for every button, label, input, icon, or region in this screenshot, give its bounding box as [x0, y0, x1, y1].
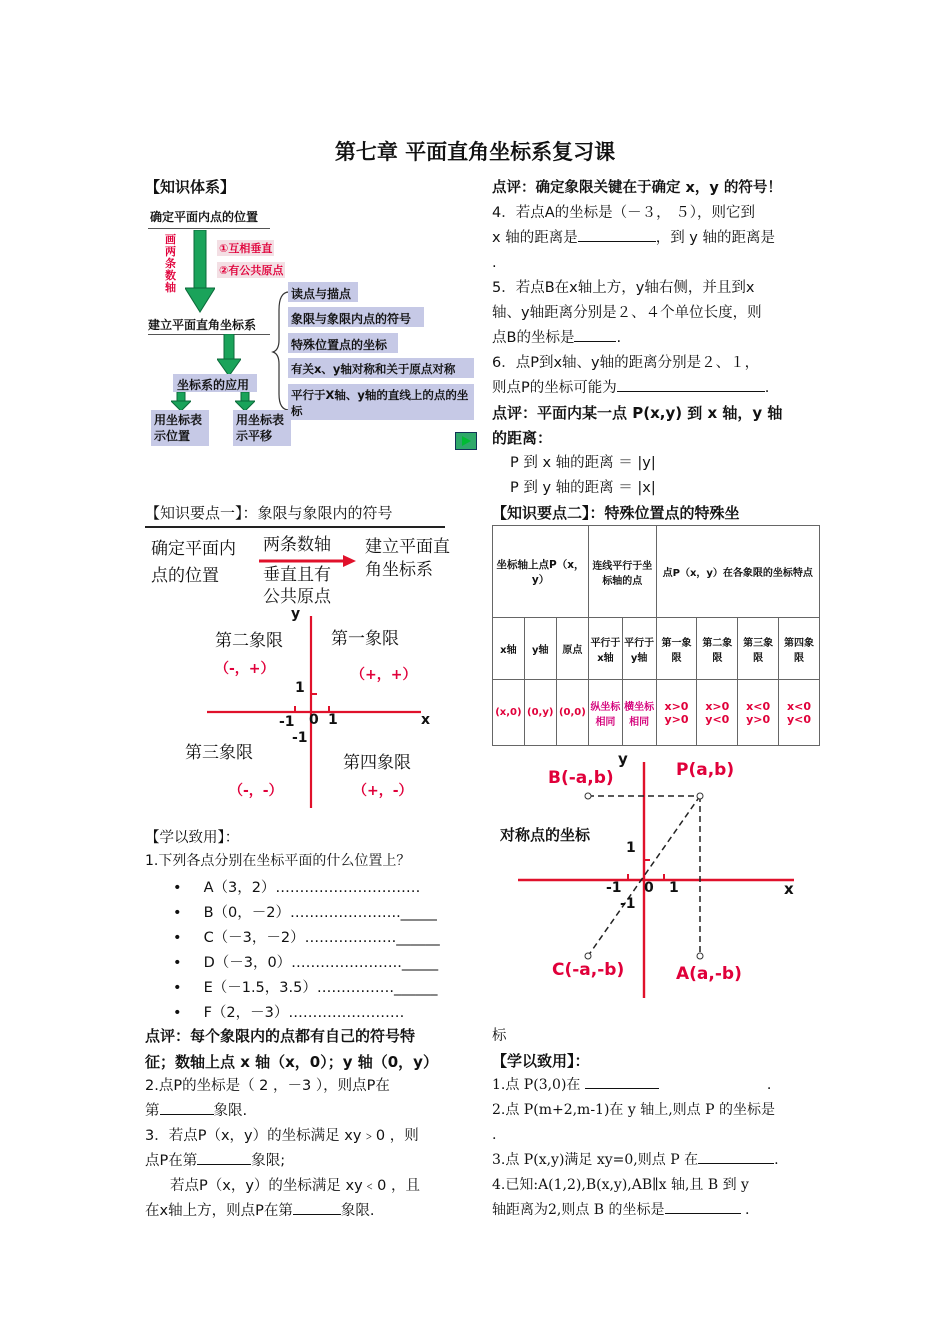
question-4a: 4．若点A的坐标是（－３， ５），则它到 [492, 205, 756, 221]
flow-item-3: 特殊位置点的坐标 [291, 338, 388, 352]
right-q4a: 4.已知:A(1,2),B(x,y),AB∥x 轴,且 B 到 y [492, 1177, 749, 1193]
answer-blank[interactable] [574, 326, 616, 342]
flow-item-1: 读点与描点 [291, 287, 352, 301]
table-sub-cell: 第一象限 [656, 618, 697, 680]
table-sub-cell: 平行于y轴 [622, 618, 656, 680]
section-apply-right: 【学以致用】： [492, 1052, 590, 1070]
question-3d: 在x轴上方，则点P在第 象限. [145, 1199, 374, 1223]
distance-y: P 到 y 轴的距离 ＝ |x| [510, 480, 656, 496]
symmetry-diagram [492, 748, 822, 1006]
table-val-cell: x>0 y>0 [656, 680, 697, 746]
table-val-cell: (0,0) [556, 680, 588, 746]
question-2a: 2.点P的坐标是（ 2 ，－3 ），则点P在 [145, 1078, 390, 1094]
quad-tick-neg1-y: -1 [292, 730, 308, 746]
flow-item-2: 象限与象限内点的符号 [291, 312, 412, 326]
sym-point-C: C(-a,-b) [552, 960, 625, 980]
answer-blank[interactable] [160, 1099, 214, 1115]
flow-mid-underline [148, 334, 270, 335]
table-header-axis: 坐标轴上点P（x，y） [493, 526, 589, 618]
flow-down-arrow-mid [217, 334, 241, 378]
sym-origin: 0 [644, 880, 654, 896]
table-sub-cell: x轴 [493, 618, 525, 680]
section-tail: 标 [492, 1028, 507, 1044]
flow-mid: 建立平面直角坐标系 [148, 318, 257, 332]
bullet-item: • B（0，－2）………………….._____ [173, 905, 437, 921]
table-val-cell: (0,y) [524, 680, 556, 746]
question-5b: 轴、y轴距离分别是２、４个单位长度，则 [492, 305, 762, 321]
sym-tick-neg1: -1 [606, 880, 622, 896]
quad-sign-2: （-，+） [215, 661, 275, 677]
question-1: 1.下列各点分别在坐标平面的什么位置上？ [145, 853, 411, 869]
sym-x-label: x [784, 880, 794, 898]
table-sub-cell: 第四象限 [779, 618, 820, 680]
flow-app2: 用坐标表示平移 [236, 413, 285, 443]
right-q2b: . [492, 1127, 497, 1143]
table-sub-cell: 原点 [556, 618, 588, 680]
section-apply-left: 【学以致用】： [145, 830, 240, 846]
special-coords-table [492, 525, 820, 746]
bullet-item: • F（2，－3）…………………… [173, 1005, 405, 1021]
table-val-cell: 纵坐标相同 [589, 680, 623, 746]
bullet-item: • E（－1.5，3.5）…………….______ [173, 980, 438, 996]
sym-label: 对称点的坐标 [500, 826, 591, 844]
quad-tick-neg1: -1 [279, 714, 295, 730]
sym-tick-x1: 1 [669, 880, 679, 896]
play-icon [456, 433, 476, 449]
answer-blank[interactable] [197, 1149, 251, 1165]
flow-top: 确定平面内点的位置 [150, 210, 259, 224]
quad-h3: 垂直且有公共原点 [263, 565, 331, 607]
right-q2: 2.点 P(m+2,m-1)在 y 轴上,则点 P 的坐标是 [492, 1102, 776, 1118]
quad-sign-3: （-，-） [229, 783, 283, 799]
question-3b: 点P在第 象限; [145, 1149, 285, 1173]
flow-item-5: 平行于X轴、y轴的直线上的点的坐标 [291, 388, 469, 418]
comment-1b: 征；数轴上点 x 轴（x，0）；y 轴（0，y） [145, 1053, 438, 1071]
quad-h1: 确定平面内点的位置 [151, 539, 236, 586]
table-val-cell: 横坐标相同 [622, 680, 656, 746]
bullet-item: • D（－3，0）………………….._____ [173, 955, 439, 971]
quad-label-2: 第二象限 [215, 631, 283, 651]
flow-top-underline [148, 228, 270, 229]
quad-y-label: y [291, 606, 301, 622]
table-header-quadrant: 点P（x，y）在各象限的坐标特点 [656, 526, 819, 618]
flow-down-arrow-left [171, 392, 191, 412]
table-val-cell: x>0 y<0 [697, 680, 738, 746]
knowledge-flow-diagram [145, 202, 477, 452]
quad-sign-4: （+，-） [353, 783, 413, 799]
question-5c: 点B的坐标是 . [492, 326, 621, 350]
quadrant-top-border [145, 526, 445, 528]
page-title: 第七章 平面直角坐标系复习课 [334, 140, 616, 164]
question-3c: 若点P（x，y）的坐标满足 xy﹤0 ，且 [170, 1178, 421, 1194]
quad-label-4: 第四象限 [343, 753, 411, 773]
flow-down-arrow-big [185, 230, 215, 314]
sym-point-B: B(-a,b) [548, 768, 614, 788]
answer-blank[interactable] [698, 1148, 774, 1164]
flow-down-arrow-right [235, 392, 255, 412]
quad-sign-1: （+，+） [351, 667, 417, 683]
quadrant-diagram [145, 526, 450, 808]
table-sub-cell: 第二象限 [697, 618, 738, 680]
flow-cond-1: ①互相垂直 [219, 242, 273, 255]
comment-2a: 点评：平面内某一点 P(x,y) 到 x 轴，y 轴 [492, 404, 783, 422]
section-point-one: 【知识要点一】：象限与象限内的符号 [145, 504, 393, 522]
table-val-cell: x<0 y>0 [738, 680, 779, 746]
quad-tick-1: 1 [295, 680, 305, 696]
quad-tick-x1: 1 [328, 712, 338, 728]
section-point-two: 【知识要点二】：特殊位置点的特殊坐 [492, 504, 740, 522]
question-2b: 第 象限. [145, 1099, 247, 1123]
answer-blank[interactable] [293, 1199, 341, 1215]
question-4b: x 轴的距离是 ，到 y 轴的距离是 [492, 226, 775, 250]
distance-x: P 到 x 轴的距离 ＝ |y| [510, 455, 656, 471]
bullet-item: • A（3，2）………………………… [173, 880, 421, 896]
comment-1a: 点评：每个象限内的点都有自己的符号特 [145, 1027, 416, 1045]
sym-point-P: P(a,b) [676, 760, 735, 780]
sym-y-label: y [618, 750, 628, 768]
flow-app: 坐标系的应用 [177, 378, 250, 392]
play-button[interactable] [455, 432, 477, 450]
flow-vertical-text: 画 两 条 数 轴 [165, 233, 176, 294]
section-knowledge-system: 【知识体系】 [145, 178, 236, 196]
question-6a: 6．点P到x轴、y轴的距离分别是２、１， [492, 355, 760, 371]
question-3a: 3．若点P（x，y）的坐标满足 xy﹥0 ，则 [145, 1128, 419, 1144]
table-header-parallel: 连线平行于坐标轴的点 [589, 526, 656, 618]
sym-tick-neg1-y: -1 [620, 896, 636, 912]
right-q4b: 轴距离为2,则点 B 的坐标是 . [492, 1198, 749, 1222]
table-val-cell: x<0 y<0 [779, 680, 820, 746]
flow-item-4: 有关x、y轴对称和关于原点对称 [291, 362, 456, 376]
sym-tick-1: 1 [626, 840, 636, 856]
right-q1: 1.点 P(3,0)在 . [492, 1073, 771, 1097]
flow-app1: 用坐标表示位置 [154, 413, 203, 443]
question-6b: 则点P的坐标可能为 . [492, 376, 769, 400]
quad-x-label: x [421, 712, 431, 728]
comment-2b: 的距离： [492, 429, 553, 447]
answer-blank[interactable] [665, 1198, 741, 1214]
table-sub-cell: y轴 [524, 618, 556, 680]
answer-blank[interactable] [578, 226, 656, 242]
quad-origin: 0 [309, 712, 319, 728]
quad-label-1: 第一象限 [331, 629, 399, 649]
flow-cond-2: ②有公共原点 [219, 264, 284, 277]
quad-label-3: 第三象限 [185, 743, 253, 763]
answer-blank[interactable] [585, 1073, 659, 1089]
sym-point-A: A(a,-b) [676, 964, 742, 984]
table-sub-cell: 第三象限 [738, 618, 779, 680]
question-5a: 5．若点B在x轴上方，y轴右侧，并且到x [492, 280, 755, 296]
bullet-item: • C（－3，－2）……………….______ [173, 930, 440, 946]
right-q3: 3.点 P(x,y)满足 xy=0,则点 P 在 . [492, 1148, 779, 1172]
quad-h2: 两条数轴 [263, 535, 331, 555]
quad-h4: 建立平面直角坐标系 [365, 537, 450, 580]
comment-quadrant: 点评：确定象限关键在于确定 x，y 的符号！ [492, 180, 782, 196]
question-4c: . [492, 255, 497, 271]
answer-blank[interactable] [617, 376, 765, 392]
table-val-cell: (x,0) [493, 680, 525, 746]
symmetry-axes [492, 748, 822, 1006]
table-sub-cell: 平行于x轴 [589, 618, 623, 680]
